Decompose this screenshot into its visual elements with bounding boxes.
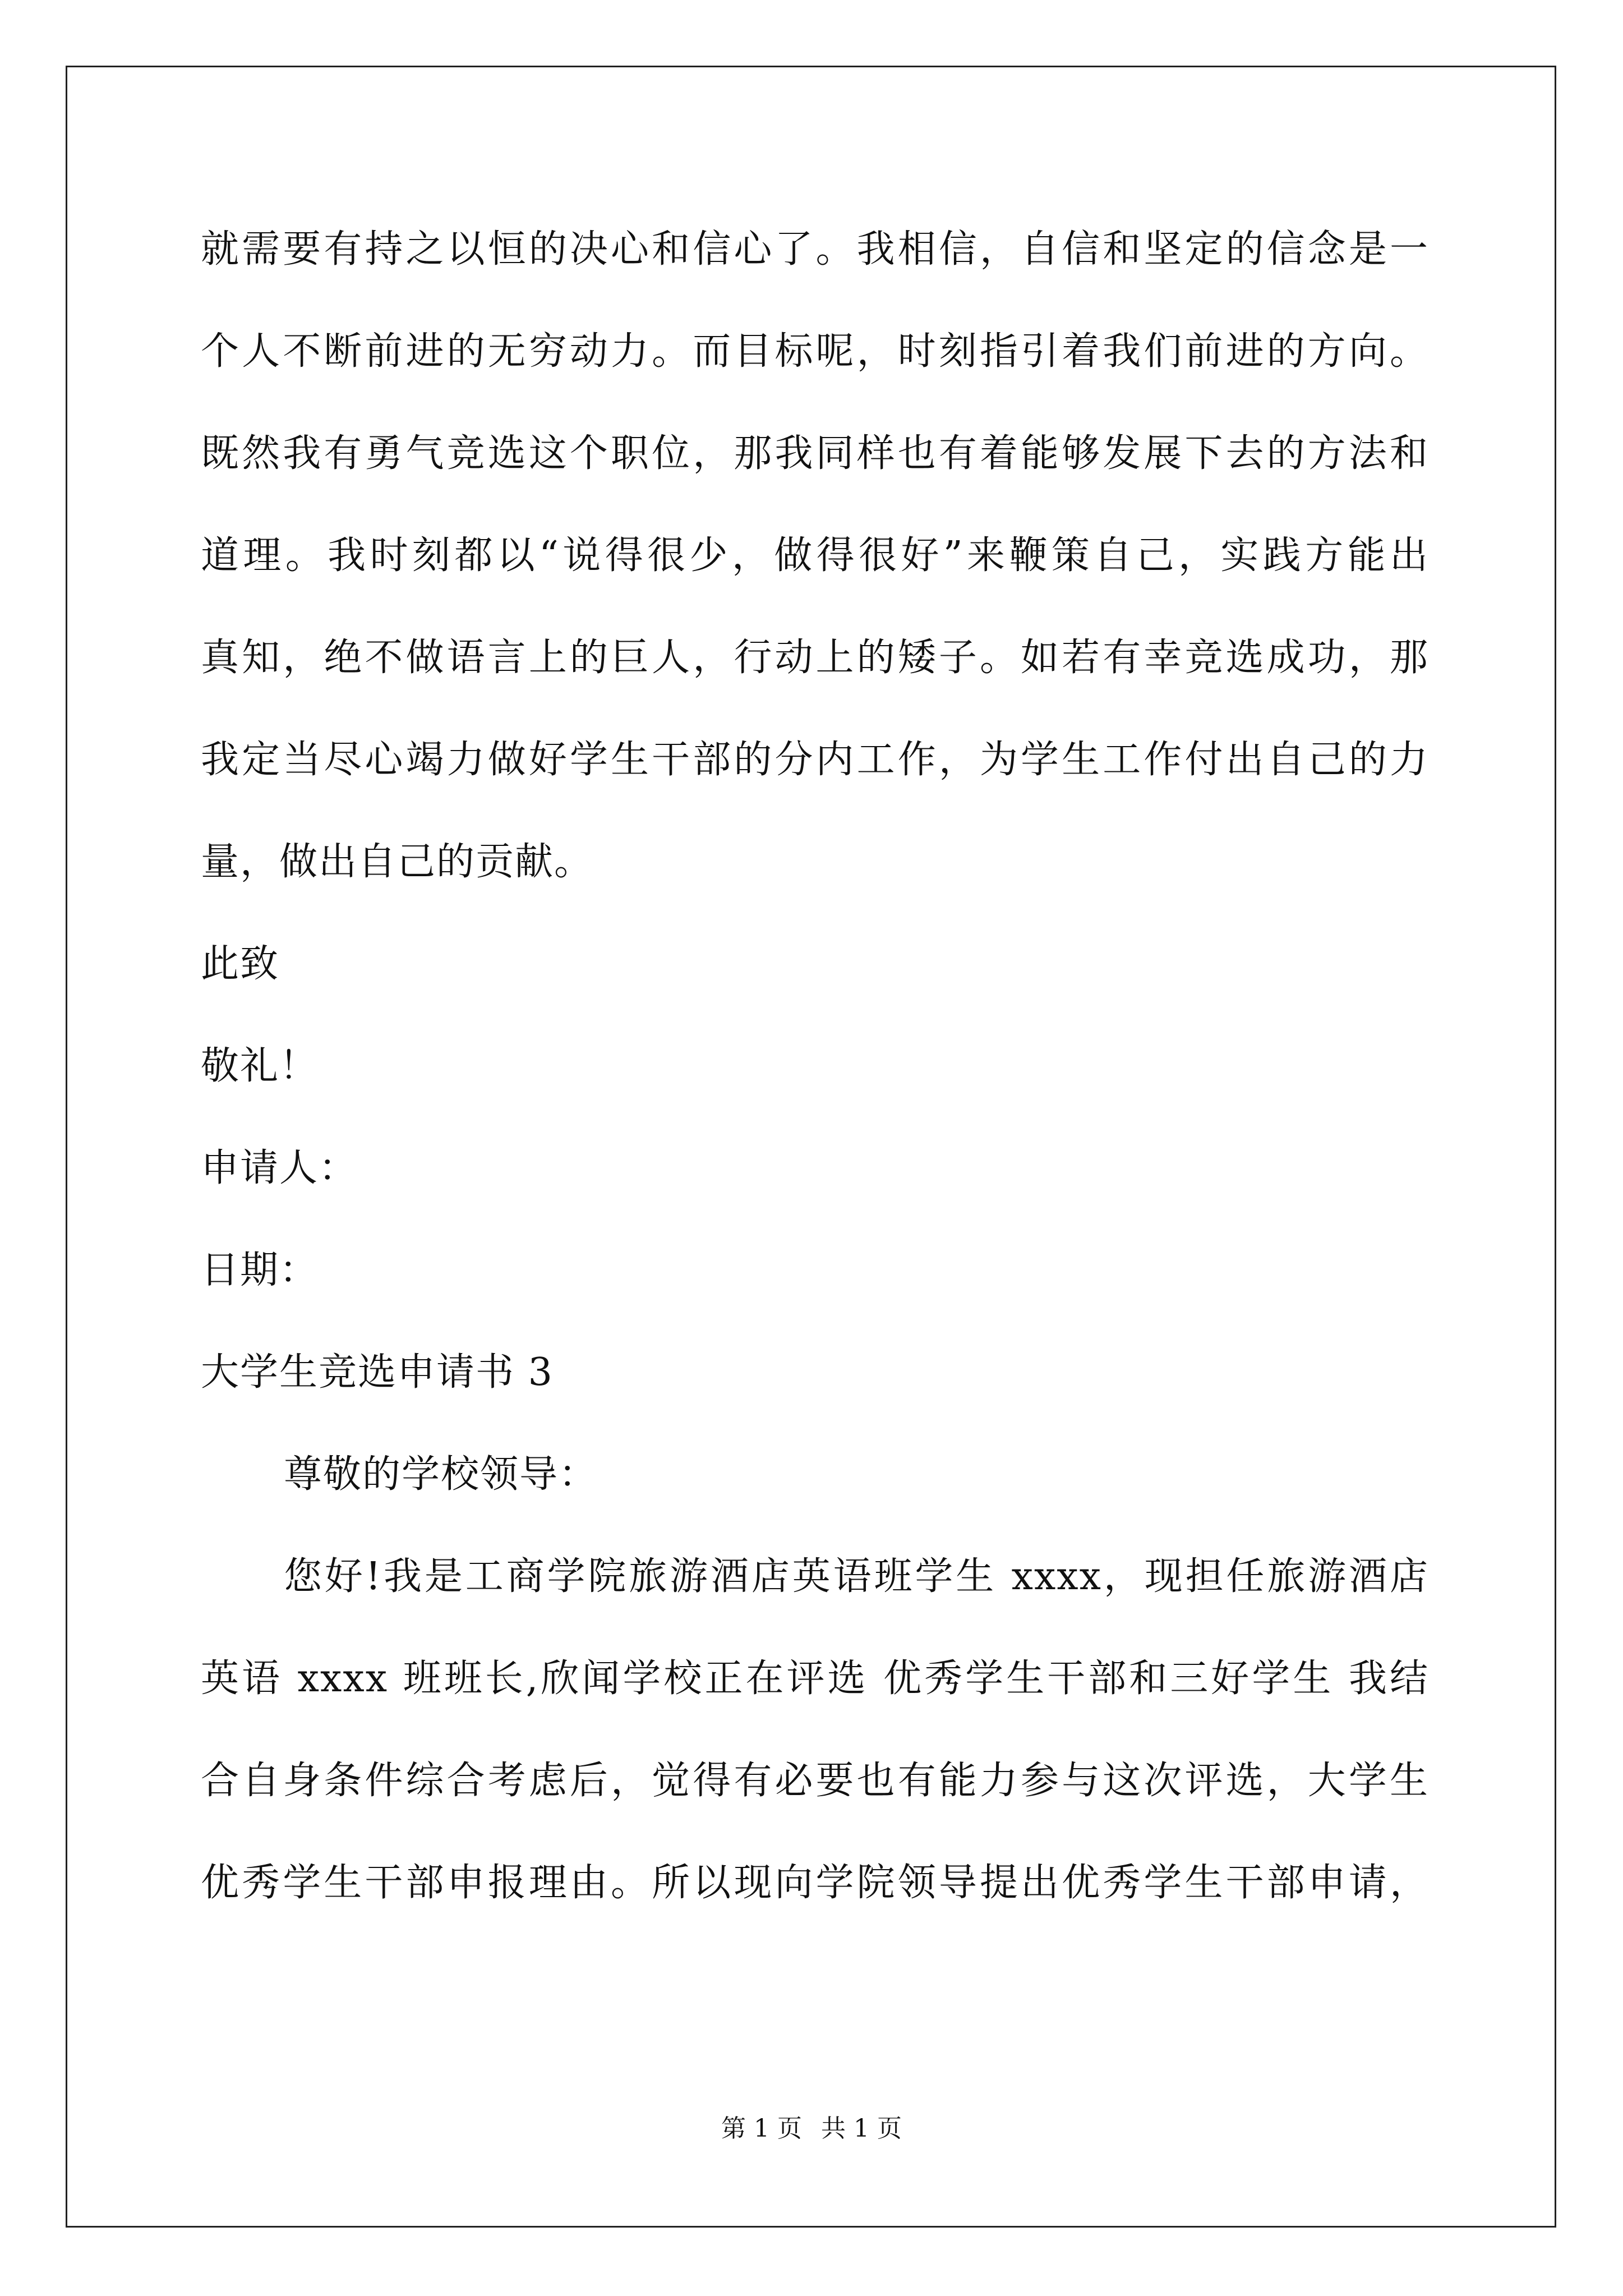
page-footer: [0, 2112, 1623, 2146]
closing-regards: 敬礼！: [201, 1044, 319, 1088]
paragraph-line: 您好!我是工商学院旅游酒店英语班学生 xxxx，现担任旅游酒店: [284, 1554, 1429, 1599]
paragraph-line: 合自身条件综合考虑后，觉得有必要也有能力参与这次评选，大学生: [201, 1759, 1429, 1803]
paragraph-line: 真知，绝不做语言上的巨人，行动上的矮子。如若有幸竞选成功，那: [201, 636, 1429, 680]
paragraph-line: 量，做出自己的贡献。: [201, 840, 594, 884]
applicant-label: 申请人：: [201, 1146, 358, 1190]
closing-salutation: 此致: [201, 942, 280, 986]
paragraph-line: 优秀学生干部申报理由。所以现向学院领导提出优秀学生干部申请，: [201, 1861, 1429, 1905]
document-body: [201, 199, 1429, 1934]
paragraph-line: 就需要有持之以恒的决心和信心了。我相信，自信和坚定的信念是一: [201, 227, 1429, 272]
page-number: 第 1 页: [721, 2114, 802, 2143]
paragraph-line: 既然我有勇气竞选这个职位，那我同样也有着能够发展下去的方法和: [201, 431, 1429, 476]
paragraph-line: 个人不断前进的无穷动力。而目标呢，时刻指引着我们前进的方向。: [201, 329, 1429, 374]
section-title: 大学生竞选申请书 3: [201, 1350, 554, 1395]
paragraph-line: 我定当尽心竭力做好学生干部的分内工作，为学生工作付出自己的力: [201, 738, 1429, 782]
letter-greeting: 尊敬的学校领导：: [284, 1452, 598, 1497]
paragraph-line: 道理。我时刻都以“说得很少，做得很好”来鞭策自己，实践方能出: [201, 533, 1429, 578]
paragraph-line: 英语 xxxx 班班长,欣闻学校正在评选 优秀学生干部和三好学生 我结: [201, 1657, 1429, 1701]
page-total: 共 1 页: [821, 2114, 902, 2143]
date-label: 日期：: [201, 1248, 319, 1292]
